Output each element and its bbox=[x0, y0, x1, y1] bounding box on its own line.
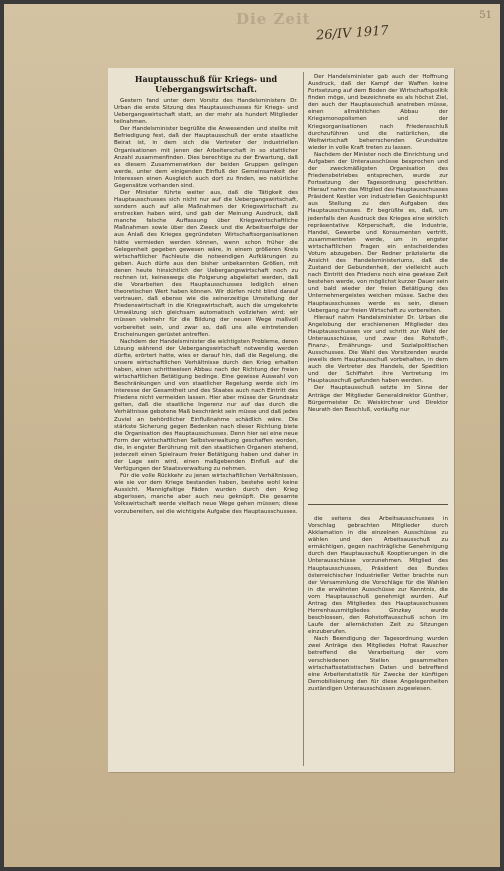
article-left-column bbox=[114, 74, 298, 764]
section-divider bbox=[308, 504, 448, 505]
article-headline: Hauptausschuß für Kriegs- und Uebergangswirtschaft. bbox=[134, 74, 278, 94]
paragraph: Nachdem der Minister noch die Einrichtung und Aufgaben der Unterausschüsse besprochen und der zweckmäßigsten Organisation des Friedensbetriebes entsprechen, wurde zur Fortsetzung der Tagesordnung geschritten. Hierauf nahm das Mitglied des Hauptausschusses Präsident Kestler von industriellen Gesichtspunkt aus Stellung zu den Aufgaben des Hauptausschusses. Er begrüßte es, daß, um jedenfalls den Ausdruck des Krieges eine wirklich repräsentative Körperschaft, die Industrie, Handel, Gewerbe und Konsumenten vertritt, zusammentreten werde, um in engster wirtschaftlichen Fragen ein entscheidendes Votum abzugeben. Der Redner präzisierte die Ansicht des Handelsministeriums, daß die Zustand der Gebundenheit, der vielleicht auch nach Eintritt des Friedens noch eine gewisse Zeit bestehen werde, von möglichst kurzer Dauer sein und bald wieder der freien Betätigung des Unternehmergeistes weichen müsse. Sache des Hauptausschusses werde es sein, diesen Uebergang zur freien Wirtschaft zu vorbereiten. bbox=[308, 151, 448, 314]
paragraph: Gestern fand unter dem Vorsitz des Handelsministers Dr. Urban die erste Sitzung des Hauptausschusses für Kriegs- und Uebergangswirtschaft statt, an der mehr als hundert Mitglieder teilnahmen. bbox=[114, 98, 298, 126]
article-right-column-bottom bbox=[308, 516, 448, 764]
paragraph: Der Handelsminister begrüßte die Anwesenden und stellte mit Befriedigung fest, daß der Hauptausschuß der erste staatliche Beirat ist, in dem sich die Vertreter der industriellen Organisationen mit jenen der Arbeiterschaft in so stattlicher Anzahl zusammenfinden. Dies berechtige zu der Erwartung, daß es diesem Zusammenwirken der beiden Gruppen gelingen werde, unter dem einigenden Einfluß der Gemeinsamkeit der Interessen einen Ausgleich auch dort zu finden, wo natürliche Gegensätze vorhanden sind. bbox=[114, 126, 298, 189]
paragraph: Der Minister führte weiter aus, daß die Tätigkeit des Hauptausschusses sich nicht nur auf die Uebergangswirtschaft, sondern auch auf alle Maßnahmen der Kriegswirtschaft zu erstrecken haben wird, und gab der Meinung Ausdruck, daß manche falsche Auffassung über Kriegswirtschaftliche Maßnahmen sowie über den Zweck und die Arbeitserfolge der aus Anlaß des Krieges gegründeten Wirtschaftsorganisationen hätte vermieden werden können, wenn schon früher die Gelegenheit gegeben gewesen wäre, in einem größeren Kreis wirtschaftlicher Fachleute die notwendigen Aufklärungen zu geben. Auch dürfe aus den bisher unbekannten Größen, mit denen heute hinsichtlich der Uebergangswirtschaft noch zu rechnen ist, keineswegs die Folgerung abgeleitet werden, daß die Vorarbeiten des Hauptausschusses lediglich einen theoretischen Wert haben können. Wir dürfen nicht blind darauf vertrauen, daß ebenso wie die seinerzeitige Umstellung der Friedenswirtschaft in die Kriegswirtschaft, auch die umgekehrte Umwälzung sich gleichsam automatisch vollziehen wird; wir müssen vielmehr für die Bildung der neuen Wege maßvoll vorbereitet sein, und zwar so, daß uns alle eintretenden Erscheinungen gerüstet antreffen. bbox=[114, 190, 298, 338]
paragraph: Für die volle Rückkehr zu jenen wirtschaftlichen Verhältnissen, wie sie vor dem Kriege bestanden haben, bestehe wohl keine Aussicht. Mannigfaltige Fäden wurden durch den Krieg abgerissen, manche aber auch neu geknüpft. Die gesamte Volkswirtschaft werde vielfach neue Wege gehen müssen; diese vorzubereiten, sei die wichtigste Aufgabe des Hauptausschusses. bbox=[114, 473, 298, 515]
paragraph: Der Handelsminister gab auch der Hoffnung Ausdruck, daß der Kampf der Waffen keine Fortsetzung auf dem Boden der Wirtschaftspolitik finden möge, und bezeichnete es als höchst Ziel, den auch der Hauptausschuß anstreben müsse, einen allmählichen Abbau der Kriegsmonopolismen und der Kriegsorganisationen nach Friedensschluß durchzuführen und die natürlichen, die Weltwirtschaft beherrschenden Grundsätze wieder in volle Kraft treten zu lassen. bbox=[308, 74, 448, 151]
scrapbook-page bbox=[4, 4, 500, 867]
newspaper-clipping bbox=[108, 68, 454, 772]
paragraph: die seitens des Arbeitsausschusses in Vorschlag gebrachten Mitglieder durch Akklamation in die einzelnen Ausschüsse zu wählen und den Arbeitsausschuß zu ermächtigen, gegen nachträgliche Genehmigung durch den Hauptausschuß Kooptierungen in die Unterausschüsse vorzunehmen. Mitglied des Hauptausschusses, Präsident des Bundes österreichischer Industrieller Vetter brachte nun der Versammlung die Vorschläge für die Wahlen in die erwähnten Ausschüsse zur Kenntnis, die vom Hauptausschuß genehmigt wurden. Auf Antrag des Mitgliedes des Hauptausschusses Herrenhausmitgliedes Ginzkey wurde beschlossen, den Rohstoffausschuß schon im Laufe der allernächsten Zeit zu Sitzungen einzuberufen. bbox=[308, 516, 448, 636]
handwritten-date: 26/IV 1917 bbox=[315, 23, 390, 44]
newspaper-stamp: Die Zeit bbox=[236, 10, 311, 28]
paragraph: Nachdem der Handelsminister die wichtigsten Probleme, deren Lösung während der Uebergangswirtschaft notwendig werden dürfte, erörtert hatte, wies er darauf hin, daß die Regelung, die unsere wirtschaftlichen Verhältnisse durch den Krieg erhalten haben, einen schrittweisen Abbau nach der Richtung der freien wirtschaftlichen Betätigung bedinge. Eine gewisse Auswahl von Beschränkungen und von staatlicher Regelung werde sich im Interesse der Gesamtheit und des Staates auch nach Eintritt des Friedens nicht vermeiden lassen. Hier aber müsse der Grundsatz gelten, daß die staatliche Ingerenz nur auf das durch die Verhältnisse gebotene Maß beschränkt sein müsse und daß jedes Zuviel an behördlicher Einflußnahme schädlich wäre. Die stärkste Sicherung gegen Bedenken nach dieser Richtung biete die Organisation des Hauptausschusses. Denn hier sei eine neue Form der wirtschaftlichen Selbstverwaltung geschaffen worden, die, in engster Berührung mit den staatlichen Organen stehend, jederzeit einen Spielraum freier Betätigung haben und daher in der Lage sein wird, einen maßgebenden Einfluß auf die Verfügungen der Staatsverwaltung zu nehmen. bbox=[114, 338, 298, 473]
article-right-column-top bbox=[308, 74, 448, 499]
page-number: 51 bbox=[479, 10, 492, 21]
paragraph: Der Hauptausschuß setzte im Sinne der Anträge der Mitglieder Generaldirektor Günther, Bürgermeister Dr. Weiskirchner und Direktor Neurath den Beschluß, vorläufig nur bbox=[308, 385, 448, 413]
column-rule bbox=[303, 72, 304, 766]
paragraph: Hierauf nahm Handelsminister Dr. Urban die Angelobung der erschienenen Mitglieder des Hauptausschusses vor und schritt zur Wahl der Unterausschüsse, und zwar des Rohstoff-, Finanz-, Ernährungs- und Sozialpolitischen Ausschusses. Die Wahl des Vorsitzenden wurde jeweils dem Hauptausschuß vorbehalten, in dem auch die Vertreter des Handels, der Spedition und der Schiffahrt ihre Vertretung im Hauptausschuß gefunden haben werden. bbox=[308, 314, 448, 385]
paragraph: Nach Beendigung der Tagesordnung wurden zwei Anträge des Mitgliedes Hofrat Rauscher betreffend die Verarbeitung der vom verschiedenen Stellen gesammelten wirtschaftsstatistischen Daten und betreffend eine Arbeiterstatistik für Zwecke der künftigen Demobilisierung den für diese Angelegenheiten zuständigen Unterausschüssen zugewiesen. bbox=[308, 636, 448, 692]
